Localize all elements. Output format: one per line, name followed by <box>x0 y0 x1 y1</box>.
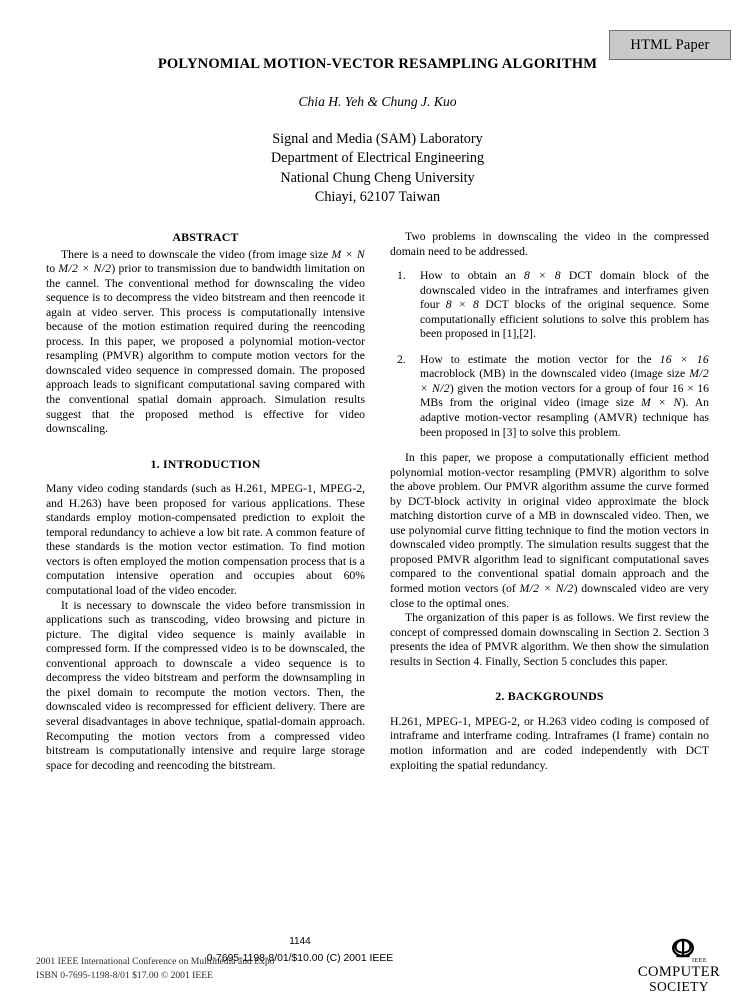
list-item <box>390 353 709 440</box>
logo-computer-text: COMPUTER <box>637 964 721 980</box>
introduction-heading: 1. INTRODUCTION <box>150 456 261 471</box>
page-title: POLYNOMIAL MOTION-VECTOR RESAMPLING ALGORITHM <box>157 56 598 72</box>
list-item-text-part: DCT blocks of the original sequence. Some computationally efficient solutions to solve this problem has been proposed in [1],[2]. <box>420 298 710 341</box>
ieee-emblem-icon <box>662 938 707 964</box>
affiliation-line: National Chung Cheng University <box>280 169 475 186</box>
math-macroblock-size: 16 × 16 <box>659 352 709 366</box>
list-item-number: 1. <box>397 269 406 283</box>
logo-society-text: SOCIETY <box>649 979 709 994</box>
list-item-text-part: ) given the motion vectors for a group of four 16 × 16 MBs from the original video (image size <box>420 381 709 410</box>
introduction-paragraph-1: Many video coding standards (such as H.261, MPEG-1, MPEG-2, and H.263) have been proposed for various applications. These standards employ motion-compensated prediction to exploit the temporal redundancy to achieve a low bit rate. A common feature of these standards is the motion vector estimation. To find motion vectors is often employed the motion compensation process that is a computation intensive operation and occupies about 60% computational load of the video encoder. <box>46 482 365 598</box>
html-paper-badge-label: HTML Paper <box>630 36 710 53</box>
abstract-heading: ABSTRACT <box>172 230 239 244</box>
abstract-text-part: There is a need to downscale the video (from image size <box>61 247 332 261</box>
two-problems-paragraph: Two problems in downscaling the video in the compressed domain need to be addressed. <box>390 230 709 258</box>
author-list: Chia H. Yeh & Chung J. Kuo <box>298 94 457 109</box>
affiliation-line: Signal and Media (SAM) Laboratory <box>272 131 483 147</box>
conference-line: ISBN 0-7695-1198-8/01 $17.00 © 2001 IEEE <box>36 969 213 981</box>
math-dct-block-size: 8 × 8 <box>523 269 561 283</box>
math-downscaled-size: M/2 × N/2 <box>58 262 112 276</box>
pmvr-paragraph <box>390 451 709 611</box>
affiliation-block <box>0 130 755 207</box>
backgrounds-paragraph: H.261, MPEG-1, MPEG-2, or H.263 video coding is composed of intraframe and interframe coding. Intraframes (I frame) contain no motion information and are coded independently with DCT exploiting the spatial redundancy. <box>390 714 709 772</box>
introduction-paragraph-2: It is necessary to downscale the video before transmission in applications such as transcoding, video browsing and picture in picture. The digital video sequence is mainly available in compressed form. If the compressed video is to be downscaled, the conventional approach to downscale a video sequence is to decompress the video bitstream and perform the downsampling in the pixel domain to recompute the motion vectors. Then, the downscaled video is recompressed for efficient delivery. There are several disadvantages in above technique, spatial-domain approach. Recomputing the motion vectors from a compressed video bitstream is computationally intensive and require large storage space for decoding and reencoding the bitstream. <box>46 598 365 772</box>
problem-list <box>390 269 709 440</box>
page-number: 1144 <box>289 936 311 947</box>
affiliation-line: Department of Electrical Engineering <box>270 150 485 167</box>
pmvr-text-part: ) downscaled video are very close to the optimal ones. <box>390 582 709 610</box>
math-image-size: M × N <box>640 396 682 410</box>
list-item-text-part: How to obtain an <box>420 269 524 283</box>
backgrounds-heading: 2. BACKGROUNDS <box>495 689 604 704</box>
ieee-computer-society-logo <box>617 938 741 996</box>
math-downscaled-size: M/2 × N/2 <box>519 582 574 596</box>
list-item-text-part: DCT domain block of the downscaled video in the intraframes and interframes given four <box>420 269 709 312</box>
ieee-logo-text: IEEE <box>692 957 707 964</box>
math-dct-block-size: 8 × 8 <box>445 298 480 312</box>
organization-paragraph: The organization of this paper is as follows. We first review the concept of compressed domain downscaling in Section 2. Section 3 presents the idea of PMVR algorithm. We then show the simulation results in Section 4. Finally, Section 5 concludes this paper. <box>390 611 709 668</box>
math-downscaled-size: M/2 × N/2 <box>420 367 709 395</box>
copyright-line: 0-7695-1198-8/01/$10.00 (C) 2001 IEEE <box>206 953 394 964</box>
conference-line: 2001 IEEE International Conference on Multimedia and Expo <box>36 956 275 967</box>
math-image-size: M × N <box>331 247 365 261</box>
list-item-text-part: ). An adaptive motion-vector resampling (AMVR) technique has been proposed in [3] to solve this problem. <box>420 396 710 439</box>
list-item-text-part: macroblock (MB) in the downscaled video (image size <box>420 367 690 381</box>
right-column <box>390 230 709 773</box>
list-item-number: 2. <box>397 352 406 366</box>
left-column <box>46 230 365 773</box>
list-item <box>390 269 709 342</box>
abstract-text-part: to <box>46 262 59 276</box>
abstract-text-part: ) prior to transmission due to bandwidth limitation on the cannel. The conventional method for downscaling the video sequence is to decompress the video bitstream and then reencode it again at video server. This process is computationally intensive because of the motion estimation required during the reencoding process. In this paper, we proposed a polynomial motion-vector resampling (PMVR) algorithm to compute motion vectors for the downscaled video sequence in compressed domain. The proposed approach leads to significant computational saving compared with the conventional spatial domain approach. Simulation results suggest that the proposed method is effective for video downscaling. <box>46 262 366 436</box>
pmvr-text-part: In this paper, we propose a computationally efficient method polynomial motion-vector resampling (PMVR) algorithm to solve the above problem. Our PMVR algorithm assume the curve formed by DCT-block activity in original video approximate the block matching distortion curve of a MB in downscaled video. Then, we use polynomial curve fitting technique to find the motion vectors in downscaled video promptly. The simulation results suggest that the proposed PMVR algorithm lead to significant computational saves compared to the conventional spatial domain approach and the formed motion vectors (of <box>390 451 709 596</box>
abstract-text <box>46 248 365 437</box>
affiliation-line: Chiayi, 62107 Taiwan <box>314 188 441 205</box>
list-item-text-part: How to estimate the motion vector for the <box>420 352 660 366</box>
